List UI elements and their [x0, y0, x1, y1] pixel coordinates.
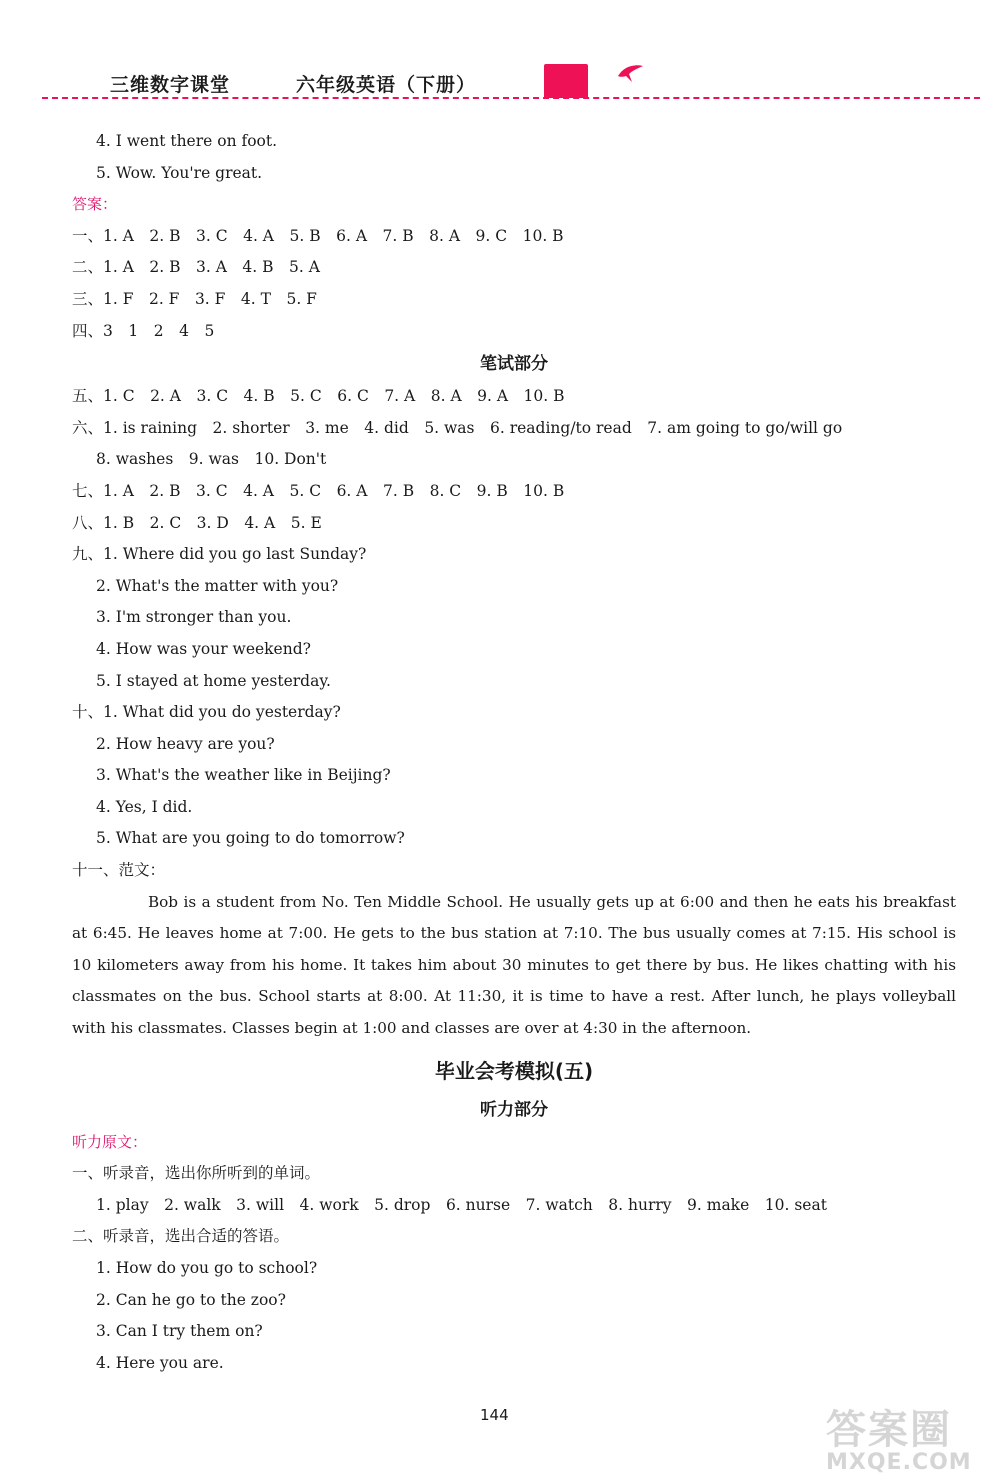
- section-title: 笔试部分: [480, 354, 548, 375]
- answer-line: 八、1. B 2. C 3. D 4. A 5. E: [72, 513, 322, 532]
- transcript-item: 4. Here you are.: [96, 1353, 224, 1372]
- watermark-line2: MXQE.COM: [826, 1450, 972, 1475]
- answer-line: 六、1. is raining 2. shorter 3. me 4. did 5. was 6. reading/to read 7. am going to go/will go: [72, 418, 843, 437]
- answer-line: 十、1. What did you do yesterday?: [72, 703, 341, 722]
- word-list: 1. play 2. walk 3. will 4. work 5. drop 6. nurse 7. watch 8. hurry 9. make 10. seat: [96, 1195, 827, 1214]
- answer-line: 七、1. A 2. B 3. C 4. A 5. C 6. A 7. B 8. C 9. B 10. B: [72, 481, 565, 500]
- publisher-logo: [544, 64, 588, 98]
- transcript-item: 1. How do you go to school?: [96, 1259, 318, 1277]
- text-line: 5. Wow. You're great.: [96, 163, 263, 182]
- book-title: 六年级英语（下册）: [296, 74, 477, 96]
- answer-line: 五、1. C 2. A 3. C 4. B 5. C 6. C 7. A 8. A 9. A 10. B: [72, 387, 565, 406]
- page-number: 144: [480, 1406, 509, 1424]
- answer-line: 二、1. A 2. B 3. A 4. B 5. A: [72, 258, 320, 277]
- essay-label: 十一、范文：: [72, 861, 166, 880]
- watermark-line1: 答案圈: [826, 1407, 952, 1453]
- text-line: 4. I went there on foot.: [96, 132, 278, 150]
- answer-line: 5. I stayed at home yesterday.: [96, 671, 331, 690]
- answer-line: 8. washes 9. was 10. Don't: [96, 450, 327, 469]
- question-heading: 一、听录音，选出你所听到的单词。: [72, 1164, 321, 1183]
- answer-line: 三、1. F 2. F 3. F 4. T 5. F: [72, 289, 317, 308]
- page-header: [0, 0, 1000, 110]
- answer-line: 四、3 1 2 4 5: [72, 321, 215, 340]
- answer-line: 4. How was your weekend?: [96, 639, 311, 658]
- bird-icon: [616, 62, 644, 84]
- answer-line: 4. Yes, I did.: [96, 797, 193, 816]
- mock-exam-title: 毕业会考模拟(五): [434, 1058, 594, 1083]
- answers-label: 答案：: [72, 195, 118, 214]
- transcript-item: 3. Can I try them on?: [96, 1322, 263, 1341]
- watermark: [826, 1408, 986, 1474]
- answer-line: 2. How heavy are you?: [96, 734, 275, 753]
- answer-line: 九、1. Where did you go last Sunday?: [72, 545, 367, 564]
- transcript-label: 听力原文：: [72, 1132, 148, 1151]
- answer-line: 5. What are you going to do tomorrow?: [96, 829, 405, 848]
- question-heading: 二、听录音，选出合适的答语。: [72, 1227, 290, 1246]
- sample-essay: Bob is a student from No. Ten Middle School. He usually gets up at 6:00 and then he eats his breakfast at 6:45. He leaves home at 7:00. He gets to the bus station at 7:10. The bus usually comes at 7:15. His school is 10 kilometers away from his home. It takes him about 30 minutes to get there by bus. He likes chatting with his classmates on the bus. School starts at 8:00. At 11:30, it is time to have a rest. After lunch, he plays volleyball with his classmates. Classes begin at 1:00 and classes are over at 4:30 in the afternoon.: [72, 892, 956, 1038]
- section-title: 听力部分: [480, 1099, 548, 1120]
- transcript-item: 2. Can he go to the zoo?: [96, 1290, 286, 1309]
- answer-line: 2. What's the matter with you?: [96, 576, 339, 595]
- header-divider: [42, 97, 980, 99]
- page-content: [72, 126, 956, 1379]
- series-title: 三维数字课堂: [110, 74, 231, 96]
- answer-line: 一、1. A 2. B 3. C 4. A 5. B 6. A 7. B 8. A 9. C 10. B: [72, 226, 564, 245]
- answer-line: 3. What's the weather like in Beijing?: [96, 766, 391, 785]
- answer-line: 3. I'm stronger than you.: [96, 608, 292, 627]
